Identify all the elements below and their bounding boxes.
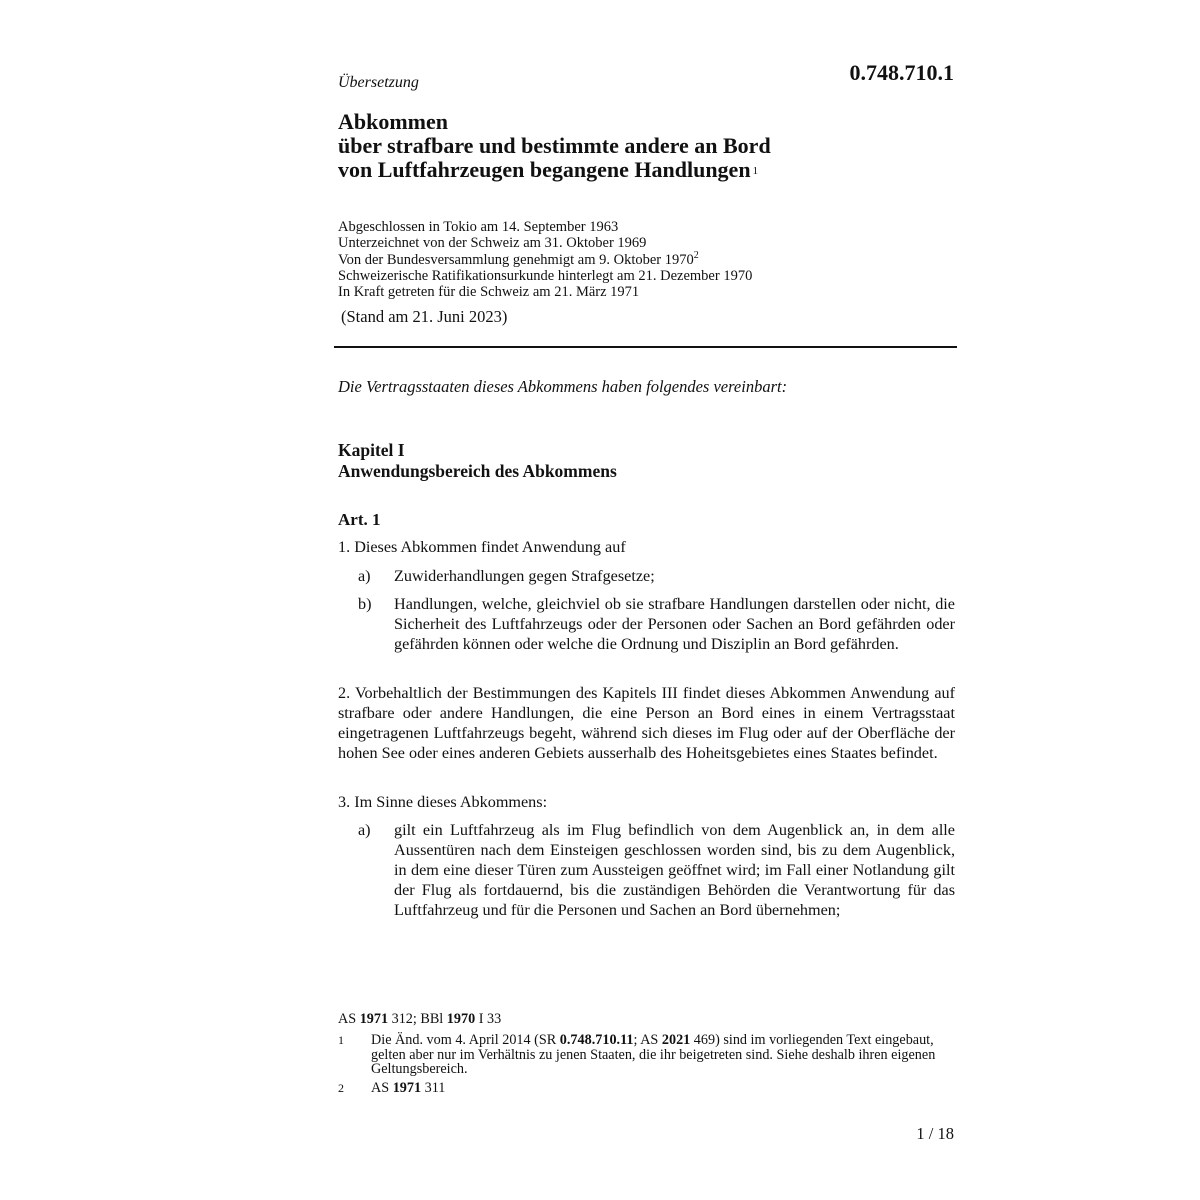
footnote-1-as-year: 2021 <box>661 1032 691 1048</box>
title-line-1: Abkommen <box>338 109 449 134</box>
title-line-3-text: von Luftfahrzeugen begangene Handlungen <box>338 157 751 182</box>
footnote-mark: 2 <box>338 1081 344 1095</box>
article-paragraph-3: 3. Im Sinne dieses Abkommens: <box>338 793 548 811</box>
page-number: 1 / 18 <box>916 1124 954 1143</box>
meta-concluded: Abgeschlossen in Tokio am 14. September 1963 <box>338 219 619 235</box>
list-item-label: b) <box>358 595 372 613</box>
article-paragraph-1: 1. Dieses Abkommen findet Anwendung auf <box>338 538 626 556</box>
source-year-1: 1971 <box>359 1011 389 1027</box>
footnote-text <box>371 1081 951 1096</box>
chapter-heading <box>338 440 617 482</box>
status-date: (Stand am 21. Juni 2023) <box>341 307 508 326</box>
meta-signed: Unterzeichnet von der Schweiz am 31. Oktober 1969 <box>338 235 647 252</box>
meta-in-force: In Kraft getreten für die Schweiz am 21. März 1971 <box>338 284 640 301</box>
translation-label: Übersetzung <box>338 74 419 91</box>
title-line-2: über strafbare und bestimmte andere an Bord <box>338 133 771 158</box>
document-metadata <box>338 219 958 300</box>
meta-approved-footnote-ref[interactable]: 2 <box>693 249 699 261</box>
document-title <box>338 110 958 183</box>
footnote-1-part-3: 469) sind im vorliegenden Text eingebaut, gelten aber nur im Verhältnis zu jenen Staaten, die ihr beigetreten sind. Siehe deshalb ihren eigenen Geltungsbereich. <box>371 1032 936 1078</box>
footnote-2-part-2: 311 <box>421 1080 446 1096</box>
footnote-mark: 1 <box>338 1033 344 1047</box>
list-item-text: Zuwiderhandlungen gegen Strafgesetze; <box>394 567 655 585</box>
meta-approved <box>338 249 958 268</box>
header-divider <box>334 346 957 348</box>
source-year-2: 1970 <box>446 1011 476 1027</box>
meta-approved-text: Von der Bundesversammlung genehmigt am 9. Oktober 1970 <box>338 251 694 268</box>
footnote-source <box>338 1012 501 1027</box>
source-prefix: AS <box>338 1011 360 1027</box>
article-title: Art. 1 <box>338 510 381 529</box>
title-footnote-ref[interactable]: 1 <box>752 165 759 177</box>
list-item-label: a) <box>358 821 371 839</box>
source-mid: 312; BBl <box>388 1011 447 1027</box>
meta-ratified: Schweizerische Ratifikationsurkunde hinterlegt am 21. Dezember 1970 <box>338 267 753 284</box>
footnote-1-sr-number[interactable]: 0.748.710.11 <box>559 1032 634 1048</box>
source-suffix: I 33 <box>475 1011 502 1027</box>
article-paragraph-2: 2. Vorbehaltlich der Bestimmungen des Kapitels III findet dieses Abkommen Anwendung auf strafbare oder andere Handlungen, die eine Person an Bord eines in einem Vertragsstaat eingetragenen Luftfahrzeugs begeht, während sich dieses im Flug oder auf der Oberfläche der hohen See oder eines anderen Gebiets ausserhalb des Hoheitsgebietes eines Staates befindet. <box>338 684 955 763</box>
document-number: 0.748.710.1 <box>849 60 954 85</box>
footnote-2-part-1: AS <box>371 1080 393 1096</box>
footnote-text <box>371 1033 951 1077</box>
chapter-number: Kapitel I <box>338 440 405 460</box>
footnote-1-part-2: ; AS <box>633 1032 662 1048</box>
list-item-label: a) <box>358 567 371 585</box>
footnote-2-as-year: 1971 <box>392 1080 422 1096</box>
chapter-title: Anwendungsbereich des Abkommens <box>338 461 617 481</box>
footnote-1-part-1: Die Änd. vom 4. April 2014 (SR <box>371 1032 560 1048</box>
list-item-text: gilt ein Luftfahrzeug als im Flug befindlich von dem Augenblick an, in dem alle Aussentüren nach dem Einsteigen geschlossen worden sind, bis zu dem Augenblick, in dem eine dieser Türen zum Aussteigen geöffnet wird; im Fall einer Notlandung gilt der Flug als fortdauernd, bis die zuständigen Behörden die Verantwortung für das Luftfahrzeug und für die Personen und Sachen an Bord übernehmen; <box>394 821 955 920</box>
title-line-3 <box>338 158 958 183</box>
list-item-text: Handlungen, welche, gleichviel ob sie strafbare Handlungen darstellen oder nicht, die Sicherheit des Luftfahrzeugs oder der Personen oder Sachen an Bord gefährden oder gefährden können oder welche die Ordnung und Disziplin an Bord gefährden. <box>394 595 955 654</box>
preamble: Die Vertragsstaaten dieses Abkommens haben folgendes vereinbart: <box>338 377 788 396</box>
